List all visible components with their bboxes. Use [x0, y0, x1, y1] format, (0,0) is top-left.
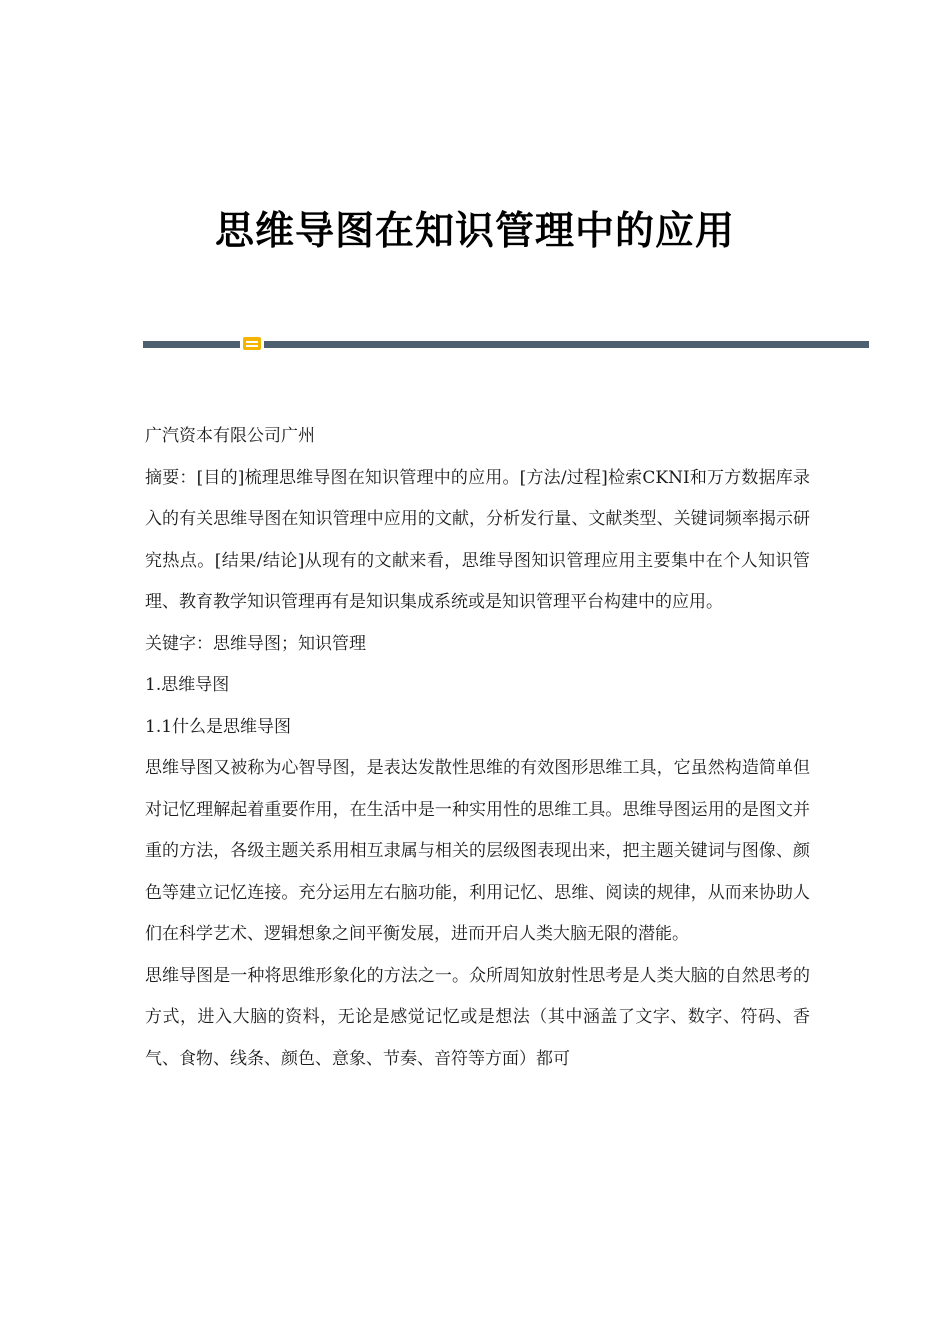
- paragraph-2: 思维导图是一种将思维形象化的方法之一。众所周知放射性思考是人类大脑的自然思考的方式，进入大脑的资料，无论是感觉记忆或是想法（其中涵盖了文字、数字、符码、香气、食物、线条、颜色、意象、节奏、音符等方面）都可: [145, 965, 810, 1069]
- paragraph-1: 思维导图又被称为心智导图，是表达发散性思维的有效图形思维工具，它虽然构造简单但对记忆理解起着重要作用，在生活中是一种实用性的思维工具。思维导图运用的是图文并重的方法，各级主题关系用相互隶属与相关的层级图表现出来，把主题关键词与图像、颜色等建立记忆连接。充分运用左右脑功能，利用记忆、思维、阅读的规律，从而来协助人们在科学艺术、逻辑想象之间平衡发展，进而开启人类大脑无限的潜能。: [145, 758, 810, 944]
- keywords: 关键字：思维导图；知识管理: [145, 633, 366, 654]
- abstract: 摘要：[目的]梳理思维导图在知识管理中的应用。[方法/过程]检索CKNI和万方数据库录入的有关思维导图在知识管理中应用的文献，分析发行量、文献类型、关键词频率揭示研究热点。[结果/结论]从现有的文献来看，思维导图知识管理应用主要集中在个人知识管理、教育教学知识管理再有是知识集成系统或是知识管理平台构建中的应用。: [145, 467, 810, 612]
- divider-emblem-icon: [243, 337, 261, 350]
- section-heading-1-1: 1.1什么是思维导图: [145, 716, 292, 737]
- affiliation: 广汽资本有限公司广州: [145, 426, 315, 446]
- title-divider-right: [264, 341, 869, 348]
- section-heading-1: 1.思维导图: [145, 675, 230, 695]
- document-title: 思维导图在知识管理中的应用: [214, 209, 735, 254]
- document-body: [145, 416, 810, 1080]
- title-divider-left: [143, 341, 240, 348]
